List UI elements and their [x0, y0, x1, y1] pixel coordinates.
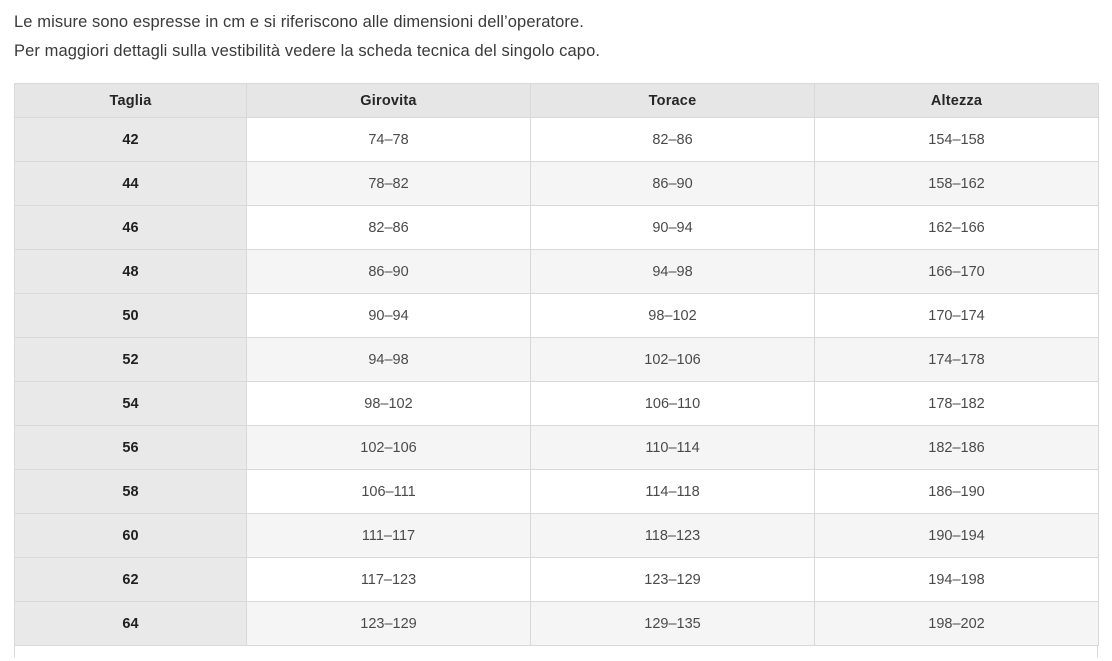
cell-girovita: 82–86 [247, 206, 531, 250]
cell-girovita: 78–82 [247, 162, 531, 206]
cell-taglia: 46 [15, 206, 247, 250]
cell-altezza: 154–158 [815, 118, 1099, 162]
cell-altezza: 162–166 [815, 206, 1099, 250]
size-table [14, 83, 1099, 646]
cell-torace: 86–90 [531, 162, 815, 206]
cell-taglia: 56 [15, 426, 247, 470]
table-row [15, 206, 1099, 250]
cell-altezza: 194–198 [815, 558, 1099, 602]
cell-girovita: 111–117 [247, 514, 531, 558]
column-header-taglia: Taglia [15, 84, 247, 118]
cell-torace: 110–114 [531, 426, 815, 470]
cell-girovita: 94–98 [247, 338, 531, 382]
column-header-torace: Torace [531, 84, 815, 118]
table-row [15, 162, 1099, 206]
cell-altezza: 186–190 [815, 470, 1099, 514]
cell-girovita: 123–129 [247, 602, 531, 646]
cell-torace: 102–106 [531, 338, 815, 382]
cell-taglia: 44 [15, 162, 247, 206]
table-row [15, 514, 1099, 558]
cell-girovita: 90–94 [247, 294, 531, 338]
cell-altezza: 198–202 [815, 602, 1099, 646]
table-row [15, 118, 1099, 162]
cell-torace: 98–102 [531, 294, 815, 338]
table-bottom-edge [0, 646, 1112, 658]
intro-text-block [0, 0, 1112, 66]
cell-girovita: 117–123 [247, 558, 531, 602]
cell-taglia: 52 [15, 338, 247, 382]
cell-taglia: 58 [15, 470, 247, 514]
cell-taglia: 48 [15, 250, 247, 294]
table-header-row [15, 84, 1099, 118]
cell-girovita: 74–78 [247, 118, 531, 162]
cell-taglia: 54 [15, 382, 247, 426]
cell-altezza: 190–194 [815, 514, 1099, 558]
table-row [15, 558, 1099, 602]
intro-line-1: Le misure sono espresse in cm e si riferiscono alle dimensioni dell’operatore. [14, 13, 584, 31]
cell-girovita: 106–111 [247, 470, 531, 514]
cell-taglia: 42 [15, 118, 247, 162]
cell-taglia: 64 [15, 602, 247, 646]
cell-torace: 114–118 [531, 470, 815, 514]
table-row [15, 382, 1099, 426]
cell-torace: 106–110 [531, 382, 815, 426]
cell-altezza: 182–186 [815, 426, 1099, 470]
table-row [15, 250, 1099, 294]
cell-altezza: 158–162 [815, 162, 1099, 206]
table-row [15, 426, 1099, 470]
cell-taglia: 62 [15, 558, 247, 602]
cell-torace: 118–123 [531, 514, 815, 558]
table-row [15, 470, 1099, 514]
cell-altezza: 170–174 [815, 294, 1099, 338]
cell-girovita: 98–102 [247, 382, 531, 426]
column-header-altezza: Altezza [815, 84, 1099, 118]
column-header-girovita: Girovita [247, 84, 531, 118]
size-table-container [0, 83, 1112, 646]
cell-girovita: 86–90 [247, 250, 531, 294]
table-bottom-strip [14, 646, 1098, 658]
cell-torace: 82–86 [531, 118, 815, 162]
cell-torace: 123–129 [531, 558, 815, 602]
cell-torace: 129–135 [531, 602, 815, 646]
cell-taglia: 50 [15, 294, 247, 338]
size-table-body [15, 118, 1099, 646]
cell-torace: 90–94 [531, 206, 815, 250]
table-row [15, 338, 1099, 382]
cell-altezza: 174–178 [815, 338, 1099, 382]
cell-torace: 94–98 [531, 250, 815, 294]
intro-line-2: Per maggiori dettagli sulla vestibilità vedere la scheda tecnica del singolo capo. [14, 42, 601, 60]
cell-altezza: 166–170 [815, 250, 1099, 294]
cell-girovita: 102–106 [247, 426, 531, 470]
size-table-head [15, 84, 1099, 118]
cell-taglia: 60 [15, 514, 247, 558]
table-row [15, 602, 1099, 646]
table-row [15, 294, 1099, 338]
cell-altezza: 178–182 [815, 382, 1099, 426]
